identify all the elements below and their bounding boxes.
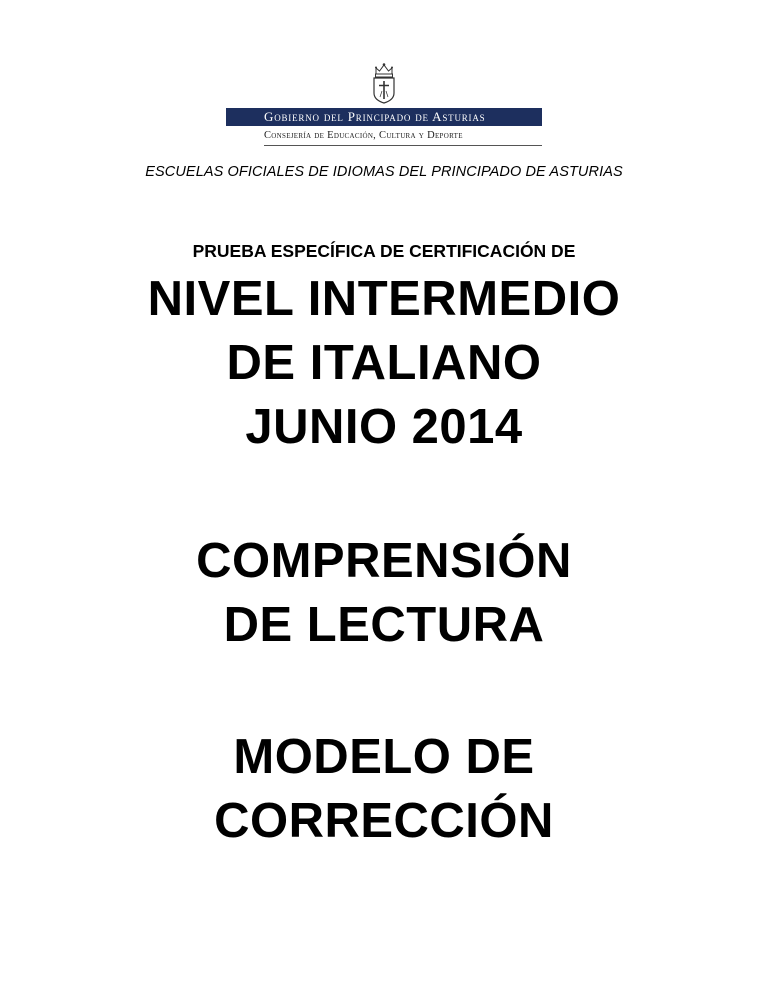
section-title-line-2: DE LECTURA bbox=[223, 598, 545, 652]
section-title-line-1: COMPRENSIÓN bbox=[196, 534, 572, 588]
exam-title-line-2: DE ITALIANO bbox=[226, 336, 542, 390]
exam-title-line-1: NIVEL INTERMEDIO bbox=[147, 272, 621, 326]
department-name: Consejería de Educación, Cultura y Deporte bbox=[264, 130, 463, 141]
model-title-line-1: MODELO DE bbox=[233, 730, 535, 784]
asturias-crest-icon bbox=[371, 62, 397, 104]
model-title-line-2: CORRECCIÓN bbox=[214, 794, 554, 848]
header-divider bbox=[264, 145, 542, 146]
government-banner: Gobierno del Principado de Asturias bbox=[226, 108, 542, 126]
school-name: ESCUELAS OFICIALES DE IDIOMAS DEL PRINCIPADO DE ASTURIAS bbox=[145, 164, 623, 180]
exam-title-line-3: JUNIO 2014 bbox=[245, 400, 523, 454]
exam-subtitle: PRUEBA ESPECÍFICA DE CERTIFICACIÓN DE bbox=[192, 241, 576, 261]
